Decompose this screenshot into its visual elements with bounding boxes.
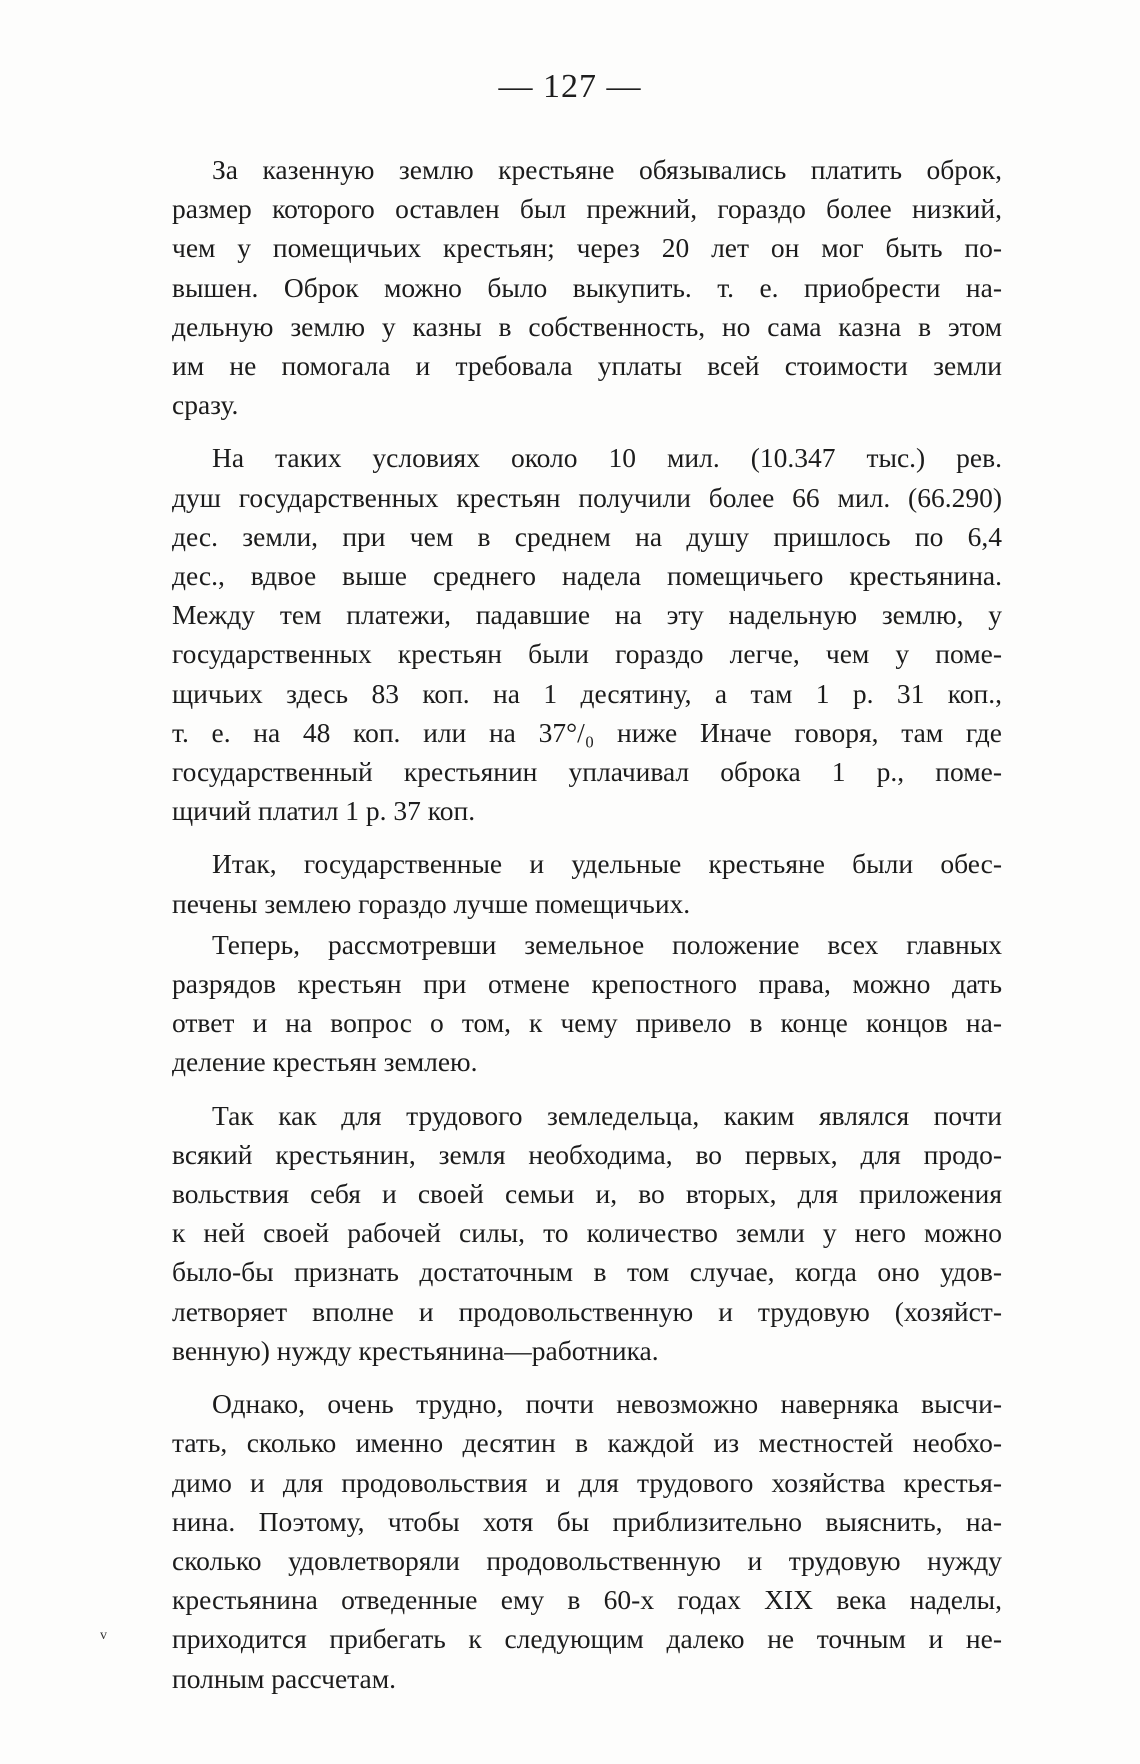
text-line: дельную землю у казны в собственность, но сама казна в этом [172, 310, 1002, 342]
text-line: Так как для трудового земледельца, каким являлся почти [212, 1099, 1002, 1131]
text-line: душ государственных крестьян получили более 66 мил. (66.290) [172, 481, 1002, 513]
text-line: вольствия себя и своей семьи и, во вторых, для приложения [172, 1178, 1002, 1210]
paragraph-5 [172, 1096, 1002, 1370]
text-line: было-бы признать достаточным в том случае, когда оно удов- [172, 1256, 1002, 1288]
text-line: деление крестьян землею. [172, 1046, 478, 1078]
paragraph-3 [172, 844, 1002, 922]
paragraph-2 [172, 438, 1002, 830]
text-line: государственных крестьян были гораздо легче, чем у поме- [172, 638, 1002, 670]
text-line: размер которого оставлен был прежний, гораздо более низкий, [172, 193, 1002, 225]
text-line: разрядов крестьян при отмене крепостного права, можно дать [172, 968, 1002, 1000]
text-line: Итак, государственные и удельные крестьяне были обес- [212, 848, 1002, 880]
text-line: полным рассчетам. [172, 1662, 396, 1694]
paragraph-4 [172, 925, 1002, 1082]
text-line: Между тем платежи, падавшие на эту надельную землю, у [172, 599, 1002, 631]
text-line: За казенную землю крестьяне обязывались платить оброк, [212, 154, 1002, 185]
text-line: к ней своей рабочей силы, то количество земли у него можно [172, 1217, 1002, 1249]
text-line: Теперь, рассмотревши земельное положение всех главных [212, 928, 1002, 960]
paragraph-1 [172, 150, 1002, 424]
text-line: чем у помещичьих крестьян; через 20 лет он мог быть по- [172, 232, 1002, 264]
text-line: Однако, очень трудно, почти невозможно наверняка высчи- [212, 1388, 1002, 1420]
text-line: тать, сколько именно десятин в каждой из местностей необхо- [172, 1427, 1002, 1459]
text-line: приходится прибегать к следующим далеко не точным и не- [172, 1623, 1002, 1655]
text-line: венную) нужду крестьянина—работника. [172, 1334, 659, 1366]
body-text [172, 150, 1002, 1698]
text-line: сколько удовлетворяли продовольственную и трудовую нужду [172, 1544, 1002, 1576]
text-line: ответ и на вопрос о том, к чему привело в конце концов на- [172, 1007, 1002, 1039]
text-line: дес. земли, при чем в среднем на душу пришлось по 6,4 [172, 520, 1002, 552]
text-line: щичьих здесь 83 коп. на 1 десятину, а там 1 р. 31 коп., [172, 677, 1002, 709]
text-line: вышен. Оброк можно было выкупить. т. е. приобрести на- [172, 271, 1002, 303]
text-line: крестьянина отведенные ему в 60-х годах XIX века наделы, [172, 1584, 1002, 1616]
paragraph-6 [172, 1384, 1002, 1698]
text-line: им не помогала и требовала уплаты всей стоимости земли [172, 350, 1002, 382]
text-line: нина. Поэтому, чтобы хотя бы приблизительно выяснить, на- [172, 1505, 1002, 1537]
footer-mark: v [100, 1628, 107, 1643]
text-line: щичий платил 1 р. 37 коп. [172, 795, 476, 827]
text-line: дес., вдвое выше среднего надела помещичьего крестьянина. [172, 560, 1002, 592]
text-line: димо и для продовольствия и для трудового хозяйства крестья- [172, 1466, 1002, 1498]
page-number: — 127 — [498, 68, 642, 105]
text-line: всякий крестьянин, земля необходима, во первых, для продо- [172, 1138, 1002, 1170]
text-line: печены землею гораздо лучше помещичьих. [172, 887, 691, 919]
text-line: т. е. на 48 коп. или на 37°/₀ ниже Иначе говоря, там где [172, 716, 1002, 748]
text-line: На таких условиях около 10 мил. (10.347 тыс.) рев. [212, 442, 1002, 474]
text-line: государственный крестьянин уплачивал оброка 1 р., поме- [172, 756, 1002, 788]
text-line: летворяет вполне и продовольственную и трудовую (хозяйст- [172, 1295, 1002, 1327]
text-line: сразу. [172, 389, 239, 421]
